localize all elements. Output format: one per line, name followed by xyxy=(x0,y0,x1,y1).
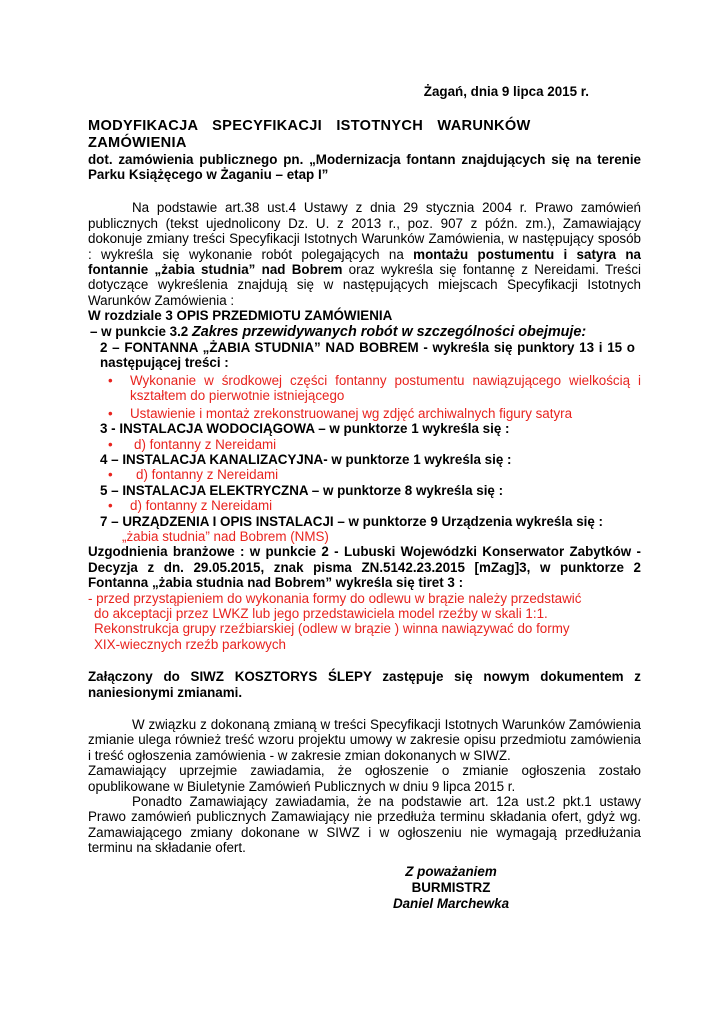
item-4-sub: d) fontanny z Nereidami xyxy=(136,467,279,483)
item-3: 3 - INSTALACJA WODOCIĄGOWA – w punktorze 1 wykreśla się : xyxy=(100,421,510,437)
item-2 xyxy=(88,340,641,371)
red-line-2: do akceptacji przez LWKZ lub jego przedstawiciela model rzeźby w skali 1:1. xyxy=(94,605,548,621)
intro-text-a: Na podstawie art.38 ust.4 Ustawy z dnia 29 stycznia 2004 r. Prawo zamówień publicznych (tekst ujednolicony Dz. U. z 2013 r., poz. 907 z późn. zm.), Zamawiający dokonuje zmiany treści Specyfikacji Istotnych Warunków Zamówienia, w następujący sposób : wykreśla się wykonanie robót polegających na xyxy=(88,200,641,262)
signature-block xyxy=(386,864,516,912)
item-7: 7 – URZĄDZENIA I OPIS INSTALACJI – w punktorze 9 Urządzenia wykreśla się : xyxy=(100,513,604,529)
ponadto-paragraph: Ponadto Zamawiający zawiadamia, że na podstawie art. 12a ust.2 pkt.1 ustawy Prawo zamówień publicznych Zamawiający nie przedłuża terminu składania ofert, gdyż wg. Zamawiającego zmiany dokonane w SIWZ i w ogłoszeniu nie wymagają przedłużania terminu na składanie ofert. xyxy=(88,794,641,856)
bullet-b-text: Ustawienie i montaż zrekonstruowanej wg zdjęć archiwalnych figury satyra xyxy=(130,405,573,421)
item-7-sub: „żabia studnia” nad Bobrem (NMS) xyxy=(122,528,329,544)
list-item xyxy=(88,467,641,482)
section-heading: W rozdziale 3 OPIS PRZEDMIOTU ZAMÓWIENIA xyxy=(88,308,393,324)
red-line-1: - przed przystąpieniem do wykonania formy do odlewu w brązie należy przedstawić xyxy=(88,590,582,606)
list-item xyxy=(88,498,641,513)
red-line-4: XIX-wiecznych rzeźb parkowych xyxy=(94,636,286,652)
list-item xyxy=(88,437,641,452)
uzgodnienia-paragraph: Uzgodnienia branżowe : w punkcie 2 - Lubuski Wojewódzki Konserwator Zabytków - Decyzja z dn. 29.05.2015, znak pisma ZN.5142.23.2015 [mZag]3, w punktorze 2 Fontanna „żabia studnia nad Bobrem” wykreśla się tiret 3 : xyxy=(88,544,641,591)
red-line-3: Rekonstrukcja grupy rzeźbiarskiej (odlew w brązie ) winna nawiązywać do formy xyxy=(94,621,570,637)
item-5: 5 – INSTALACJA ELEKTRYCZNA – w punktorze 8 wykreśla się : xyxy=(100,482,504,498)
intro-paragraph xyxy=(88,200,641,308)
zalaczony-paragraph: Załączony do SIWZ KOSZTORYS ŚLEPY zastępuje się nowym dokumentem z naniesionymi zmianami. xyxy=(88,669,641,700)
list-item xyxy=(88,373,641,404)
uprzejmie-paragraph: Zamawiający uprzejmie zawiadamia, że ogłoszenie o zmianie ogłoszenia zostało opublikowane w Biuletynie Zamówień Publicznych w dniu 9 lipca 2015 r. xyxy=(88,763,641,794)
intro-text-bold: montażu postumentu i satyra na fontannie „żabia studnia” nad Bobrem xyxy=(88,246,641,278)
item-2-text: 2 – FONTANNA „ŻABIA STUDNIA” NAD BOBREM - wykreśla się punktory 13 i 15 o następującej treści : xyxy=(100,340,635,371)
document-title: MODYFIKACJA SPECYFIKACJI ISTOTNYCH WARUNKÓW ZAMÓWIENIA xyxy=(88,118,531,152)
bullet-dot-icon: • xyxy=(108,467,113,483)
item-5-sub: d) fontanny z Nereidami xyxy=(130,498,273,514)
point-3-2-prefix: – w punkcie 3.2 xyxy=(90,323,192,339)
intro-text-c: oraz wykreśla się fontannę z Nereidami. Treści dotyczące wykreślenia znajdują się w następujących miejscach Specyfikacji Istotnych Warunków Zamówienia : xyxy=(88,262,641,308)
bullet-dot-icon: • xyxy=(108,498,113,514)
bullet-dot-icon: • xyxy=(108,405,113,421)
bullet-a-text: Wykonanie w środkowej części fontanny postumentu nawiązującego wielkością i kształtem do pierwotnie istniejącego xyxy=(130,372,641,404)
signature-name: Daniel Marchewka xyxy=(392,896,510,911)
date-line: Żagań, dnia 9 lipca 2015 r. xyxy=(423,84,589,99)
item-3-sub: d) fontanny z Nereidami xyxy=(134,436,277,452)
zwiazku-paragraph: W związku z dokonaną zmianą w treści Specyfikacji Istotnych Warunków Zamówienia zmianie ulega również treść wzoru projektu umowy w zakresie opisu przedmiotu zamówienia i treść ogłoszenia zamówienia - w zakresie zmian dokonanych w SIWZ. xyxy=(88,717,641,763)
document-subtitle: dot. zamówienia publicznego pn. „Modernizacja fontann znajdujących się na terenie Parku Książęcego w Żaganiu – etap I” xyxy=(88,152,641,183)
list-item xyxy=(88,406,641,421)
bullet-dot-icon: • xyxy=(108,436,113,452)
signature-regards: Z poważaniem xyxy=(405,864,497,879)
point-3-2-italic: Zakres przewidywanych robót w szczególności obejmuje: xyxy=(191,323,587,340)
item-4: 4 – INSTALACJA KANALIZACYJNA- w punktorze 1 wykreśla się : xyxy=(100,451,512,467)
point-3-2 xyxy=(88,324,641,340)
signature-title: BURMISTRZ xyxy=(411,880,491,895)
document-page xyxy=(88,84,641,856)
bullet-dot-icon: • xyxy=(108,372,113,388)
